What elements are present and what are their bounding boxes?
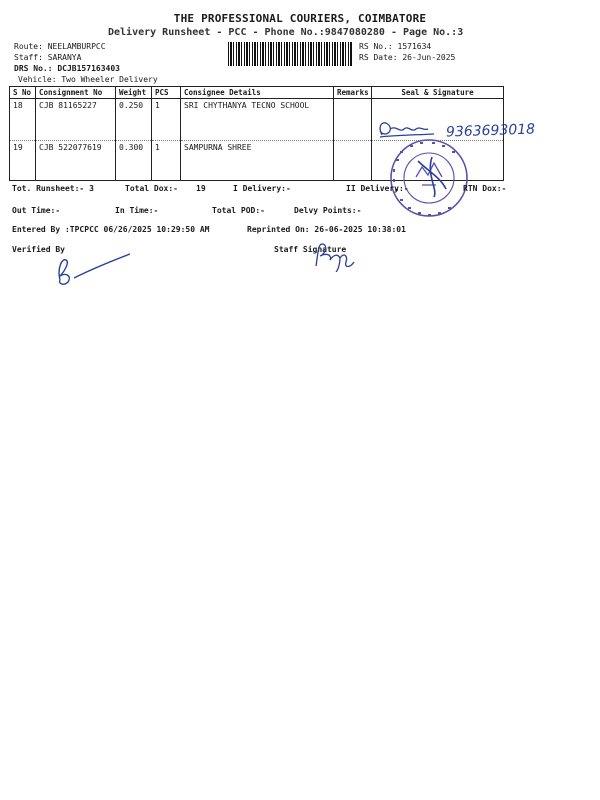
route-label: Route: NEELAMBURPCC [14,42,106,51]
cell-consignee: SRI CHYTHANYA TECNO SCHOOL [181,99,334,141]
cell-pcs: 1 [152,99,181,141]
delvy-points: Delvy Points:- [294,206,362,215]
total-pod: Total POD:- [212,206,265,215]
col-weight: Weight [116,87,152,99]
table-header-row [10,87,504,99]
cell-weight: 0.250 [116,99,152,141]
runsheet-subtitle: Delivery Runsheet - PCC - Phone No.:9847080280 - Page No.:3 [108,27,464,38]
cell-remarks [334,141,372,181]
col-seal-signature: Seal & Signature [372,87,504,99]
document-title: THE PROFESSIONAL COURIERS, COIMBATORE [173,12,427,25]
vehicle-label: Vehicle: Two Wheeler Delivery [18,75,158,84]
col-consignment: Consignment No [36,87,116,99]
rs-date: RS Date: 26-Jun-2025 [359,53,456,62]
cell-pcs: 1 [152,141,181,181]
staff-signature [310,238,358,272]
company-seal-stamp [388,137,470,219]
verified-by-label: Verified By [12,245,65,254]
col-pcs: PCS [152,87,181,99]
in-time: In Time:- [115,206,159,215]
cell-consignment: CJB 522077619 [36,141,116,181]
col-consignee: Consignee Details [181,87,334,99]
col-remarks: Remarks [334,87,372,99]
drs-number: DRS No.: DCJB157163403 [14,64,120,73]
tot-runsheet: Tot. Runsheet:- 3 [12,184,94,193]
verifier-signature [52,250,134,288]
rtn-dox: RTN Dox:- [463,184,507,193]
ii-delivery: II Delivery:- [346,184,409,193]
total-dox-label: Total Dox:- [125,184,178,193]
cell-sno: 19 [10,141,36,181]
staff-label: Staff: SARANYA [14,53,82,62]
barcode [228,42,353,66]
i-delivery: I Delivery:- [233,184,291,193]
staff-signature-label: Staff Signature [274,245,347,254]
cell-consignment: CJB 81165227 [36,99,116,141]
cell-weight: 0.300 [116,141,152,181]
out-time: Out Time:- [12,206,61,215]
reprinted-on: Reprinted On: 26-06-2025 10:38:01 [247,225,406,234]
total-dox-value: 19 [196,184,206,193]
cell-sno: 18 [10,99,36,141]
col-sno: S No [10,87,36,99]
cell-consignee: SAMPURNA SHREE [181,141,334,181]
handwritten-phone: 9363693018 [445,121,536,141]
rs-number: RS No.: 1571634 [359,42,432,51]
cell-remarks [334,99,372,141]
entered-by: Entered By :TPCPCC 06/26/2025 10:29:50 AM [12,225,210,234]
